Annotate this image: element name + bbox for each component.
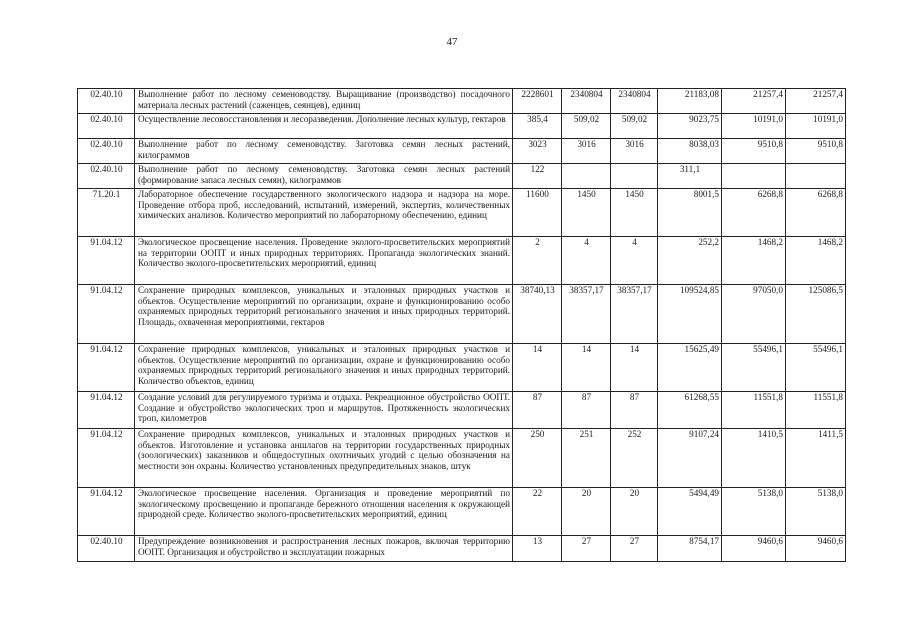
row-value-5: 1468,2 xyxy=(722,237,786,285)
row-description: Экологическое просвещение населения. Проведение эколого-просветительских мероприятий на территории ООПТ и иных природных территориях. Пропаганда экологических знаний. Количество эколого-просветительских мероприятий, единиц xyxy=(135,237,513,285)
row-code: 02.40.10 xyxy=(78,89,135,114)
row-value-2: 20 xyxy=(562,488,611,536)
row-value-4: 8001,5 xyxy=(658,189,722,237)
table-row xyxy=(78,344,846,392)
row-value-2: 14 xyxy=(562,344,611,392)
table-row xyxy=(78,114,846,139)
row-value-3: 2340804 xyxy=(611,89,658,114)
table-row xyxy=(78,285,846,344)
row-value-6: 9460,6 xyxy=(786,536,846,562)
row-code: 91.04.12 xyxy=(78,429,135,488)
table-row xyxy=(78,139,846,164)
row-value-4: 9023,75 xyxy=(658,114,722,139)
row-description: Выполнение работ по лесному семеноводству. Заготовка семян лесных растений (формирование запаса лесных семян), килограммов xyxy=(135,164,513,189)
row-description: Выполнение работ по лесному семеноводству. Заготовка семян лесных растений, килограммов xyxy=(135,139,513,164)
row-value-3: 14 xyxy=(611,344,658,392)
table-body xyxy=(78,89,846,562)
row-description: Сохранение природных комплексов, уникальных и эталонных природных участков и объектов. Изготовление и установка аншлагов на территории государственных природных (зоологических) заказников и общедоступных охотничьих угодий с целью обозначения на местности зон охраны. Количество установленных предупредительных знаков, штук xyxy=(135,429,513,488)
row-value-6: 1468,2 xyxy=(786,237,846,285)
row-value-6: 11551,8 xyxy=(786,392,846,429)
measures-table xyxy=(77,88,846,562)
row-value-2: 3016 xyxy=(562,139,611,164)
row-value-4: 21183,08 xyxy=(658,89,722,114)
row-value-1: 87 xyxy=(513,392,562,429)
row-value-5 xyxy=(722,164,786,189)
row-value-6: 10191,0 xyxy=(786,114,846,139)
row-value-4: 109524,85 xyxy=(658,285,722,344)
row-value-5: 6268,8 xyxy=(722,189,786,237)
row-value-5: 5138,0 xyxy=(722,488,786,536)
row-value-4: 9107,24 xyxy=(658,429,722,488)
row-code: 91.04.12 xyxy=(78,285,135,344)
row-value-4: 61268,55 xyxy=(658,392,722,429)
row-value-6: 5138,0 xyxy=(786,488,846,536)
row-description: Создание условий для регулируемого туризма и отдыха. Рекреационное обустройство ООПТ. Создание и обустройство экологических троп и маршрутов. Протяженность экологических троп, километров xyxy=(135,392,513,429)
row-code: 02.40.10 xyxy=(78,114,135,139)
row-code: 02.40.10 xyxy=(78,139,135,164)
row-value-3: 87 xyxy=(611,392,658,429)
row-value-1: 38740,13 xyxy=(513,285,562,344)
row-value-3: 1450 xyxy=(611,189,658,237)
row-description: Сохранение природных комплексов, уникальных и эталонных природных участков и объектов. Осуществление мероприятий по организации, охране и функционированию особо охраняемых природных территорий регионального значения и иных природных территорий. Площадь, охваченная мероприятиями, гектаров xyxy=(135,285,513,344)
row-value-3 xyxy=(611,164,658,189)
row-value-3: 20 xyxy=(611,488,658,536)
row-value-2: 87 xyxy=(562,392,611,429)
row-value-5: 9460,6 xyxy=(722,536,786,562)
row-value-4: 252,2 xyxy=(658,237,722,285)
row-value-1: 385,4 xyxy=(513,114,562,139)
row-value-6: 125086,5 xyxy=(786,285,846,344)
row-description: Лабораторное обеспечение государственного экологического надзора и надзора на море. Проведение отбора проб, исследований, испытаний, измерений, экспертиз, количественных химических анализов. Количество мероприятий по лабораторному обеспечению, единиц xyxy=(135,189,513,237)
row-value-2: 1450 xyxy=(562,189,611,237)
row-value-2: 4 xyxy=(562,237,611,285)
row-value-6: 55496,1 xyxy=(786,344,846,392)
row-value-6: 9510,8 xyxy=(786,139,846,164)
row-value-6 xyxy=(786,164,846,189)
row-value-2: 27 xyxy=(562,536,611,562)
row-value-6: 1411,5 xyxy=(786,429,846,488)
row-value-2: 509,02 xyxy=(562,114,611,139)
row-description: Экологическое просвещение населения. Организация и проведение мероприятий по экологическому просвещению и пропаганде бережного отношения населения к окружающей природной среде. Количество эколого-просветительских мероприятий, единиц xyxy=(135,488,513,536)
row-value-4: 311,1 xyxy=(658,164,722,189)
row-value-1: 122 xyxy=(513,164,562,189)
row-value-4: 5494,49 xyxy=(658,488,722,536)
row-code: 02.40.10 xyxy=(78,536,135,562)
row-value-3: 27 xyxy=(611,536,658,562)
row-value-4: 8754,17 xyxy=(658,536,722,562)
row-value-1: 22 xyxy=(513,488,562,536)
row-description: Осуществление лесовосстановления и лесоразведения. Дополнение лесных культур, гектаров xyxy=(135,114,513,139)
row-description: Сохранение природных комплексов, уникальных и эталонных природных участков и объектов. Осуществление мероприятий по организации, охране и функционированию особо охраняемых природных территорий регионального значения и иных природных территорий. Количество объектов, единиц xyxy=(135,344,513,392)
row-value-5: 21257,4 xyxy=(722,89,786,114)
row-code: 91.04.12 xyxy=(78,392,135,429)
row-value-5: 55496,1 xyxy=(722,344,786,392)
row-value-1: 13 xyxy=(513,536,562,562)
row-value-3: 252 xyxy=(611,429,658,488)
row-value-5: 1410,5 xyxy=(722,429,786,488)
row-value-4: 8038,03 xyxy=(658,139,722,164)
row-description: Предупреждение возникновения и распространения лесных пожаров, включая территорию ООПТ. Организация и обустройство и эксплуатации пожарных xyxy=(135,536,513,562)
row-value-5: 11551,8 xyxy=(722,392,786,429)
table-row xyxy=(78,488,846,536)
row-value-1: 2 xyxy=(513,237,562,285)
row-value-1: 250 xyxy=(513,429,562,488)
row-description: Выполнение работ по лесному семеноводству. Выращивание (производство) посадочного материала лесных растений (саженцев, сеянцев), единиц xyxy=(135,89,513,114)
row-value-1: 2228601 xyxy=(513,89,562,114)
table-row xyxy=(78,237,846,285)
row-value-2: 2340804 xyxy=(562,89,611,114)
row-value-5: 97050,0 xyxy=(722,285,786,344)
row-value-1: 14 xyxy=(513,344,562,392)
row-value-2: 251 xyxy=(562,429,611,488)
table-row xyxy=(78,89,846,114)
row-code: 91.04.12 xyxy=(78,237,135,285)
row-value-2 xyxy=(562,164,611,189)
row-value-5: 10191,0 xyxy=(722,114,786,139)
table-row xyxy=(78,429,846,488)
table-row xyxy=(78,536,846,562)
row-value-2: 38357,17 xyxy=(562,285,611,344)
row-value-4: 15625,49 xyxy=(658,344,722,392)
page-number: 47 xyxy=(446,36,458,48)
row-value-1: 11600 xyxy=(513,189,562,237)
row-value-3: 509,02 xyxy=(611,114,658,139)
row-value-6: 6268,8 xyxy=(786,189,846,237)
table-row xyxy=(78,189,846,237)
row-value-3: 38357,17 xyxy=(611,285,658,344)
row-code: 71.20.1 xyxy=(78,189,135,237)
row-value-6: 21257,4 xyxy=(786,89,846,114)
row-value-3: 3016 xyxy=(611,139,658,164)
table-row xyxy=(78,392,846,429)
row-value-3: 4 xyxy=(611,237,658,285)
row-code: 91.04.12 xyxy=(78,488,135,536)
table-row xyxy=(78,164,846,189)
row-value-1: 3023 xyxy=(513,139,562,164)
row-code: 02.40.10 xyxy=(78,164,135,189)
row-value-5: 9510,8 xyxy=(722,139,786,164)
row-code: 91.04.12 xyxy=(78,344,135,392)
